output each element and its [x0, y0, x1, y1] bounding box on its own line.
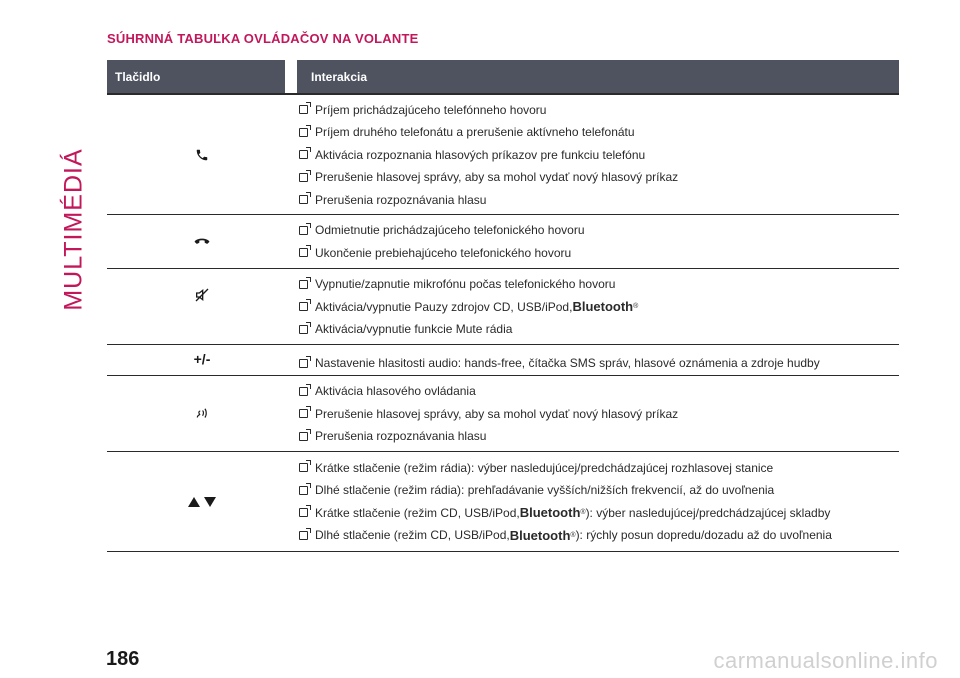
page-heading: SÚHRNNÁ TABUĽKA OVLÁDAČOV NA VOLANTE [107, 31, 419, 46]
bluetooth-brand: Bluetooth [572, 299, 634, 314]
list-item: Príjem druhého telefonátu a prerušenie aktívneho telefonátu [299, 121, 899, 144]
page-number: 186 [106, 648, 140, 670]
list-item: Prerušenia rozpoznávania hlasu [299, 425, 899, 448]
header-interaction: Interakcia [311, 69, 368, 84]
list-item: Nastavenie hlasitosti audio: hands-free, čítačka SMS správ, hlasové oznámenia a zdroje hudby [299, 346, 899, 375]
table-row [107, 452, 899, 552]
up-down-arrows-icon [187, 496, 217, 508]
list-item: Prerušenie hlasovej správy, aby sa mohol vydať nový hlasový príkaz [299, 402, 899, 425]
list-item: Aktivácia/vypnutie Pauzy zdrojov CD, USB/iPod, Bluetooth ® [299, 295, 899, 318]
bluetooth-brand: Bluetooth [509, 527, 571, 543]
section-title: MULTIMÉDIÁ [59, 147, 88, 311]
controls-table [107, 60, 899, 552]
mute-icon [194, 287, 210, 303]
table-row [107, 95, 899, 215]
watermark: carmanualsonline.info [713, 648, 938, 673]
list-item: Dlhé stlačenie (režim rádia): prehľadávanie vyšších/nižších frekvencií, až do uvoľnenia [299, 479, 899, 502]
table-row [107, 215, 899, 269]
list-item: Aktivácia rozpoznania hlasových príkazov pre funkciu telefónu [299, 143, 899, 166]
row-items [297, 215, 899, 268]
list-item: Aktivácia/vypnutie funkcie Mute rádia [299, 318, 899, 341]
list-item: Prerušenie hlasovej správy, aby sa mohol vydať nový hlasový príkaz [299, 166, 899, 189]
voice-command-icon [195, 407, 209, 421]
list-item: Odmietnutie prichádzajúceho telefonického hovoru [299, 219, 899, 242]
table-row [107, 376, 899, 452]
list-item: Krátke stlačenie (režim CD, USB/iPod, Bluetooth ® ): výber nasledujúcej/predchádzajúcej skladby [299, 502, 899, 525]
hang-up-icon [194, 237, 210, 247]
table-header [107, 60, 899, 95]
list-item: Ukončenie prebiehajúceho telefonického hovoru [299, 242, 899, 265]
header-button: Tlačidlo [115, 69, 161, 84]
row-items [297, 376, 899, 451]
list-item: Dlhé stlačenie (režim CD, USB/iPod, Bluetooth ® ): rýchly posun dopredu/dozadu až do uvoľnenia [299, 524, 899, 547]
table-row [107, 269, 899, 345]
row-items [297, 345, 899, 375]
section-title-vertical [54, 147, 94, 311]
list-item: Aktivácia hlasového ovládania [299, 380, 899, 403]
row-items [297, 95, 899, 214]
phone-icon [195, 148, 209, 162]
table-row [107, 345, 899, 376]
bluetooth-brand: Bluetooth [519, 505, 581, 521]
list-item: Vypnutie/zapnutie mikrofónu počas telefonického hovoru [299, 273, 899, 296]
row-items [297, 452, 899, 551]
volume-plus-minus-label: +/- [193, 351, 211, 367]
list-item: Prerušenia rozpoznávania hlasu [299, 188, 899, 211]
row-items [297, 269, 899, 344]
list-item: Krátke stlačenie (režim rádia): výber nasledujúcej/predchádzajúcej rozhlasovej stanice [299, 457, 899, 480]
list-item: Príjem prichádzajúceho telefónneho hovoru [299, 98, 899, 121]
